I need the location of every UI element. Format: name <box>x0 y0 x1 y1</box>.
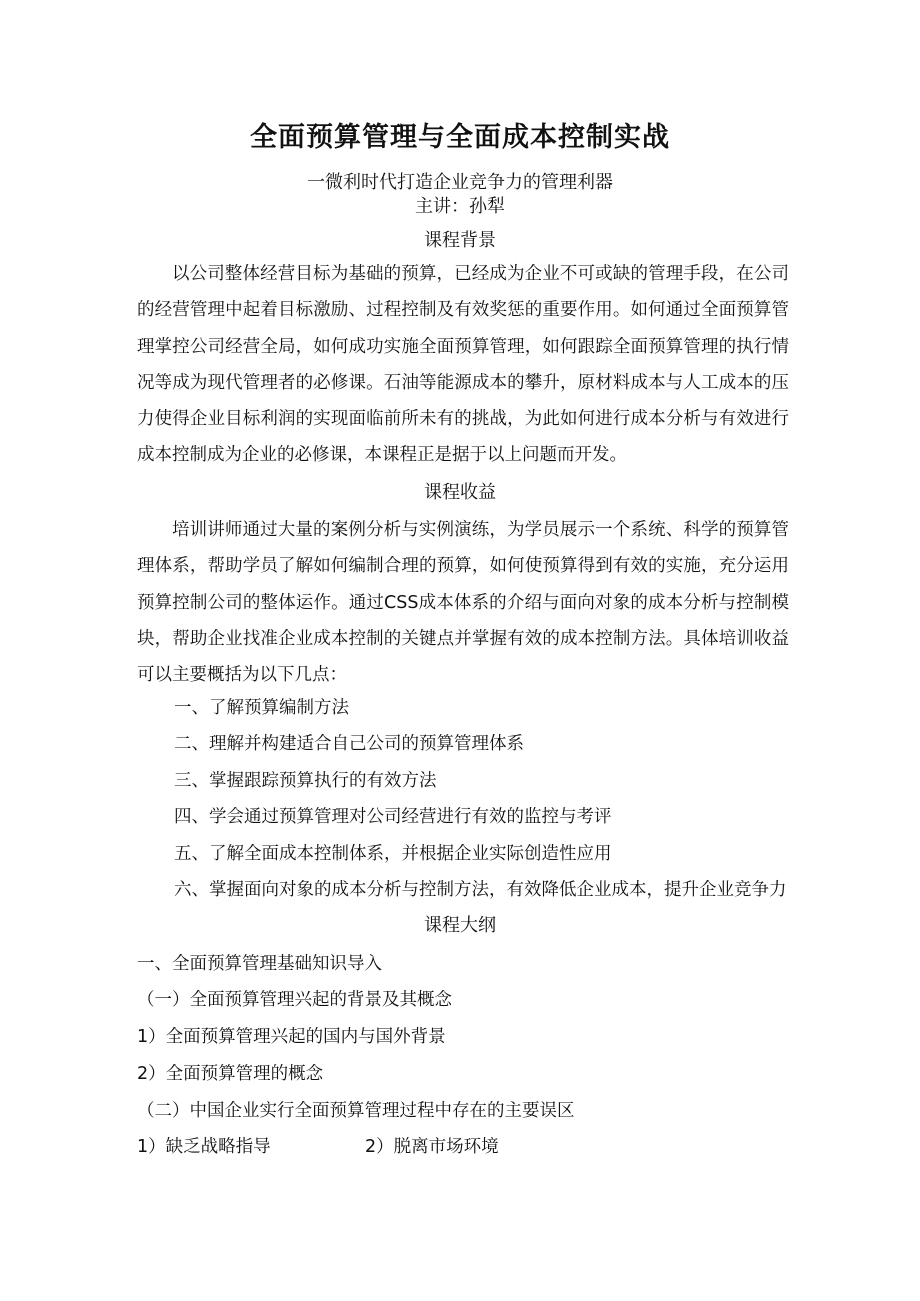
section-heading-outline: 课程大纲 <box>424 915 496 936</box>
benefit-item: 六、掌握面向对象的成本分析与控制方法，有效降低企业成本，提升企业竞争力 <box>174 880 787 900</box>
benefit-item: 四、学会通过预算管理对公司经营进行有效的监控与考评 <box>174 807 612 827</box>
outline-line-right: 2）脱离市场环境 <box>365 1137 499 1157</box>
outline-line: （二）中国企业实行全面预算管理过程中存在的主要误区 <box>137 1101 575 1121</box>
section-heading-background: 课程背景 <box>424 230 496 251</box>
outline-line: （一）全面预算管理兴起的背景及其概念 <box>137 990 452 1010</box>
outline-line-left: 1）缺乏战略指导 <box>137 1137 271 1157</box>
benefits-paragraph: 培训讲师通过大量的案例分析与实例演练，为学员展示一个系统、科学的预算管理体系，帮助学员了解如何编制合理的预算，如何使预算得到有效的实施，充分运用预算控制公司的整体运作。通过CSS成本体系的介绍与面向对象的成本分析与控制模块，帮助企业找准企业成本控制的关键点并掌握有效的成本控制方法。具体培训收益可以主要概括为以下几点： <box>137 520 789 686</box>
outline-line: 1）全面预算管理兴起的国内与国外背景 <box>137 1027 446 1047</box>
outline-line: 2）全面预算管理的概念 <box>137 1064 324 1084</box>
benefit-item: 二、理解并构建适合自己公司的预算管理体系 <box>174 734 524 754</box>
section-heading-benefits: 课程收益 <box>424 482 496 503</box>
benefit-item: 一、了解预算编制方法 <box>174 698 349 718</box>
document-title: 全面预算管理与全面成本控制实战 <box>250 122 670 153</box>
benefit-item: 五、了解全面成本控制体系，并根据企业实际创造性应用 <box>174 844 612 864</box>
benefit-item: 三、掌握跟踪预算执行的有效方法 <box>174 771 437 791</box>
document-subtitle: 一微利时代打造企业竞争力的管理利器 <box>307 172 613 193</box>
outline-line: 一、全面预算管理基础知识导入 <box>137 954 382 974</box>
lecturer-line: 主讲：孙犁 <box>415 196 505 217</box>
background-paragraph: 以公司整体经营目标为基础的预算，已经成为企业不可或缺的管理手段，在公司的经营管理中起着目标激励、过程控制及有效奖惩的重要作用。如何通过全面预算管理掌控公司经营全局，如何成功实施全面预算管理，如何跟踪全面预算管理的执行情况等成为现代管理者的必修课。石油等能源成本的攀升，原材料成本与人工成本的压力使得企业目标利润的实现面临前所未有的挑战，为此如何进行成本分析与有效进行成本控制成为企业的必修课，本课程正是据于以上问题而开发。 <box>137 264 789 466</box>
